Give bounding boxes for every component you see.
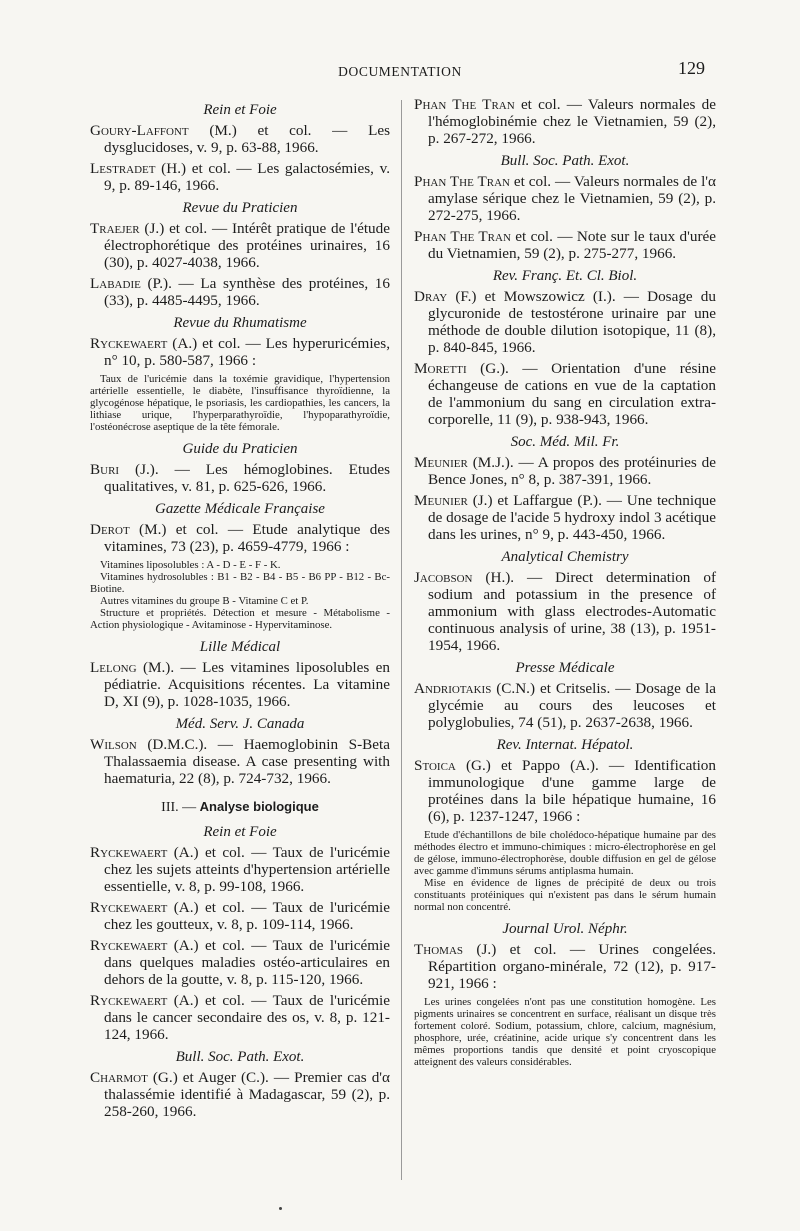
bibliography-entry [90, 335, 390, 369]
journal-heading: Rein et Foie [203, 102, 277, 118]
bibliography-entry [414, 228, 716, 262]
section-heading [90, 799, 390, 816]
journal-heading: Guide du Praticien [182, 441, 298, 457]
entry-author: Derot [90, 521, 130, 538]
entry-details: (A.) et col. — Les hyperuricémies, n° 10, p. 580-587, 1966 : [104, 335, 390, 369]
abstract-paragraph: Vitamines liposolubles : A - D - E - F - K. [100, 559, 281, 571]
bibliography-entry [90, 992, 390, 1043]
bibliography-entry [414, 173, 716, 224]
entry-author: Phan The Tran [414, 173, 510, 190]
page-header-title: DOCUMENTATION [338, 64, 462, 79]
journal-heading: Bull. Soc. Path. Exot. [500, 153, 630, 169]
entry-author: Goury-Laffont [90, 122, 189, 139]
entry-author: Ryckewaert [90, 992, 168, 1009]
abstract-paragraph: Vitamines hydrosolubles : B1 - B2 - B4 - B5 - B6 PP - B12 - Bc-Biotine. [90, 571, 390, 595]
bibliography-entry [414, 757, 716, 825]
entry-details: (C.N.) et Critselis. — Dosage de la glycémie au cours des leucoses et polyglobulies, 74 (51), p. 2637-2638, 1966. [428, 680, 716, 731]
journal-heading: Méd. Serv. J. Canada [175, 716, 305, 732]
abstract-paragraph: Etude d'échantillons de bile cholédoco-hépatique humaine par des méthodes électro et immuno-chimiques : micro-électrophorèse en gel de gélose, immuno-électrophorèse, double diffusion en gel de gélose avec gamme d'immuns sérums antiplasma humain. [414, 829, 716, 877]
abstract-paragraph: Les urines congelées n'ont pas une constitution homogène. Les pigments urinaires se concentrent en surface, réalisant un disque très fortement coloré. Sodium, potassium, chlore, calcium, magnésium, phosphore, urée, créatinine, acide urique s'y concentrent dans les mêmes proportions tandis que densité et point cryoscopique atteignent des valeurs considérables. [414, 996, 716, 1068]
abstract-note [90, 559, 390, 631]
entry-details: (M.J.). — A propos des protéinuries de Bence Jones, n° 8, p. 387-391, 1966. [428, 454, 716, 488]
entry-details: (A.) et col. — Taux de l'uricémie dans le cancer secondaire des os, v. 8, p. 121-124, 1966. [104, 992, 390, 1043]
entry-author: Andriotakis [414, 680, 492, 697]
bibliography-entry [90, 899, 390, 933]
entry-author: Charmot [90, 1069, 148, 1086]
entry-details: (J.) et Laffargue (P.). — Une technique de dosage de l'acide 5 hydroxy indol 3 acétique dans les urines, n° 9, p. 443-450, 1966. [428, 492, 716, 543]
journal-heading: Gazette Médicale Française [155, 501, 325, 517]
entry-author: Ryckewaert [90, 335, 168, 352]
page-mark [279, 1207, 282, 1210]
section-numeral: III. — [161, 800, 200, 815]
entry-details: (G.) et Pappo (A.). — Identification immunologique d'une gamme large de protéines dans la bile hépatique humaine, 16 (6), p. 1237-1247, 1966 : [428, 757, 716, 825]
entry-details: (M.). — Les vitamines liposolubles en pédiatrie. Acquisitions récentes. La vitamine D, XI (9), p. 1028-1035, 1966. [104, 659, 390, 710]
bibliography-entry [90, 659, 390, 710]
journal-heading: Revue du Rhumatisme [173, 315, 307, 331]
bibliography-entry [90, 220, 390, 271]
bibliography-entry [90, 275, 390, 309]
column-divider [401, 100, 402, 1180]
entry-details: (G.) et Auger (C.). — Premier cas d'α thalassémie identifié à Madagascar, 59 (2), p. 258-260, 1966. [104, 1069, 390, 1120]
bibliography-entry [414, 288, 716, 356]
entry-details: (P.). — La synthèse des protéines, 16 (33), p. 4485-4495, 1966. [104, 275, 390, 309]
entry-author: Phan The Tran [414, 228, 511, 245]
bibliography-entry [414, 569, 716, 654]
entry-details: (J.) et col. — Urines congelées. Répartition organo-minérale, 72 (12), p. 917-921, 1966 : [428, 941, 716, 992]
entry-author: Meunier [414, 454, 468, 471]
bibliography-entry [90, 461, 390, 495]
entry-author: Dray [414, 288, 448, 305]
entry-details: (G.). — Orientation d'une résine échangeuse de cations en vue de la captation de l'ammonium du sang en circulation extra-corporelle, 11 (9), p. 938-943, 1966. [428, 360, 716, 428]
entry-author: Stoica [414, 757, 456, 774]
entry-author: Ryckewaert [90, 937, 168, 954]
journal-heading: Bull. Soc. Path. Exot. [175, 1049, 305, 1065]
entry-details: (J.). — Les hémoglobines. Etudes qualitatives, v. 81, p. 625-626, 1966. [104, 461, 390, 495]
entry-author: Thomas [414, 941, 464, 958]
entry-author: Lestradet [90, 160, 156, 177]
journal-heading: Lille Médical [199, 639, 281, 655]
bibliography-entry [90, 160, 390, 194]
journal-heading: Journal Urol. Néphr. [502, 921, 628, 937]
bibliography-entry [414, 360, 716, 428]
journal-heading: Rev. Internat. Hépatol. [496, 737, 634, 753]
bibliography-entry [90, 1069, 390, 1120]
journal-heading: Analytical Chemistry [501, 549, 629, 565]
section-title: Analyse biologique [199, 799, 319, 814]
bibliography-entry [90, 521, 390, 555]
journal-heading: Rein et Foie [203, 824, 277, 840]
bibliography-entry [414, 492, 716, 543]
bibliography-entry [90, 937, 390, 988]
bibliography-entry [414, 680, 716, 731]
bibliography-entry [90, 122, 390, 156]
page-number: 129 [678, 58, 705, 78]
abstract-note [414, 829, 716, 913]
entry-details: (A.) et col. — Taux de l'uricémie chez les sujets atteints d'hypertension artérielle essentielle, v. 8, p. 99-108, 1966. [104, 844, 390, 895]
bibliography-entry [90, 844, 390, 895]
bibliography-entry [414, 941, 716, 992]
bibliography-entry [90, 736, 390, 787]
entry-details: (J.) et col. — Intérêt pratique de l'étude électrophorétique des protéines urinaires, 16 (30), p. 4027-4038, 1966. [104, 220, 390, 271]
bibliography-entry [414, 96, 716, 147]
entry-author: Buri [90, 461, 120, 478]
journal-heading: Presse Médicale [515, 660, 615, 676]
entry-details: (D.M.C.). — Haemoglobinin S-Beta Thalassaemia disease. A case presenting with haematuria, 22 (8), p. 724-732, 1966. [104, 736, 390, 787]
entry-details: (H.) et col. — Les galactosémies, v. 9, p. 89-146, 1966. [104, 160, 390, 194]
entry-details: (A.) et col. — Taux de l'uricémie chez les goutteux, v. 8, p. 109-114, 1966. [104, 899, 390, 933]
abstract-paragraph: Mise en évidence de lignes de précipité de deux ou trois constituants protéiniques qui n'existent pas dans le sérum humain normal non concentré. [414, 877, 716, 913]
entry-author: Ryckewaert [90, 844, 168, 861]
abstract-note [414, 996, 716, 1068]
entry-author: Wilson [90, 736, 137, 753]
entry-author: Lelong [90, 659, 137, 676]
entry-author: Phan The Tran [414, 96, 515, 113]
journal-heading: Soc. Méd. Mil. Fr. [510, 434, 620, 450]
journal-heading: Revue du Praticien [182, 200, 298, 216]
entry-details: (M.) et col. — Les dysglucidoses, v. 9, p. 63-88, 1966. [104, 122, 390, 156]
entry-details: et col. — Note sur le taux d'urée du Vietnamien, 59 (2), p. 275-277, 1966. [428, 228, 716, 262]
entry-author: Jacobson [414, 569, 473, 586]
entry-author: Moretti [414, 360, 467, 377]
entry-details: et col. — Valeurs normales de l'α amylase sérique chez le Vietnamien, 59 (2), p. 272-275, 1966. [428, 173, 716, 224]
entry-author: Meunier [414, 492, 468, 509]
entry-details: (F.) et Mowszowicz (I.). — Dosage du glycuronide de testostérone urinaire par une méthode de double dilution isotopique, 11 (8), p. 840-845, 1966. [428, 288, 716, 356]
entry-author: Ryckewaert [90, 899, 168, 916]
abstract-note [90, 373, 390, 433]
bibliography-entry [414, 454, 716, 488]
abstract-paragraph: Autres vitamines du groupe B - Vitamine C et P. [100, 595, 309, 607]
entry-details: (A.) et col. — Taux de l'uricémie dans quelques maladies ostéo-articulaires en dehors de la goutte, v. 8, p. 115-120, 1966. [104, 937, 390, 988]
right-column [414, 96, 716, 1074]
entry-author: Labadie [90, 275, 141, 292]
abstract-paragraph: Structure et propriétés. Détection et mesure - Métabolisme - Action physiologique - Avitaminose - Hypervitaminose. [90, 607, 390, 631]
entry-author: Traejer [90, 220, 140, 237]
abstract-paragraph: Taux de l'uricémie dans la toxémie gravidique, l'hypertension artérielle essentielle, le diabète, l'insuffisance thyroïdienne, la glycogénose hépatique, le psoriasis, les cardiopathies, les cancers, la lithiase urique, l'hyperparathyroïdie, l'hypoparathyroïdie, l'ostéonécrose aseptique de la tête fémorale. [90, 373, 390, 433]
entry-details: (H.). — Direct determination of sodium and potassium in the presence of ammonium with glass electrodes-Automatic continuous analysis of urine, 38 (13), p. 1951-1954, 1966. [428, 569, 716, 654]
journal-heading: Rev. Franç. Et. Cl. Biol. [492, 268, 638, 284]
entry-details: (M.) et col. — Etude analytique des vitamines, 73 (23), p. 4659-4779, 1966 : [104, 521, 390, 555]
left-column [90, 96, 390, 1124]
entry-details: et col. — Valeurs normales de l'hémoglobinémie chez le Vietnamien, 59 (2), p. 267-272, 1966. [428, 96, 716, 147]
